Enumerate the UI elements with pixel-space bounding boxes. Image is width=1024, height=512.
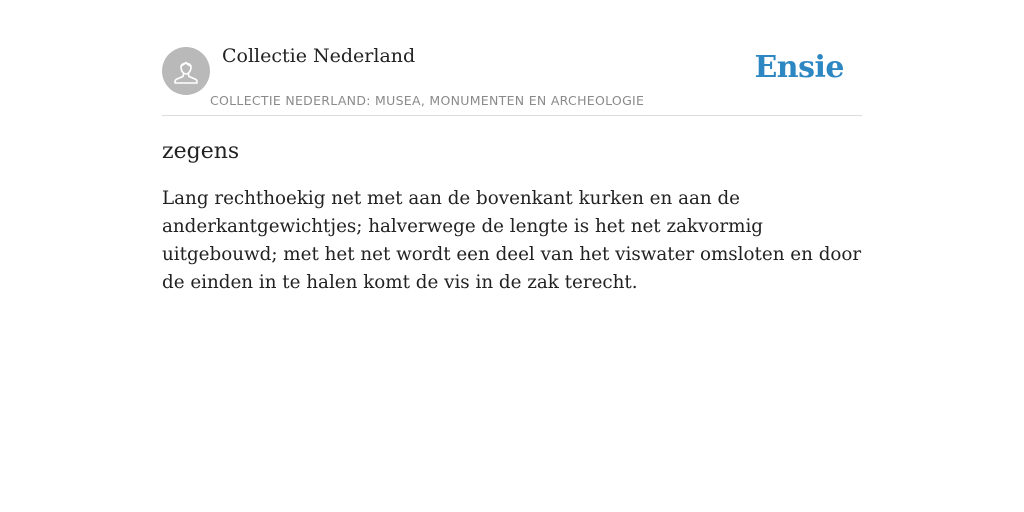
source-label: COLLECTIE NEDERLAND: MUSEA, MONUMENTEN EN ARCHEOLOGIE — [210, 93, 645, 108]
entry-card — [162, 40, 862, 297]
avatar[interactable] — [162, 47, 210, 95]
entry-header — [162, 40, 862, 116]
entry-term: zegens — [162, 139, 240, 164]
brand-logo[interactable]: Ensie — [754, 50, 844, 85]
user-silhouette-icon — [171, 56, 201, 86]
author-link[interactable]: Collectie Nederland — [222, 45, 416, 67]
entry-definition: Lang rechthoekig net met aan de bovenkant kurken en aan de anderkantgewichtjes; halverwege de lengte is het net zakvormig uitgebouwd; met het net wordt een deel van het viswater omsloten en door de einden in te halen komt de vis in de zak terecht. — [162, 188, 862, 293]
